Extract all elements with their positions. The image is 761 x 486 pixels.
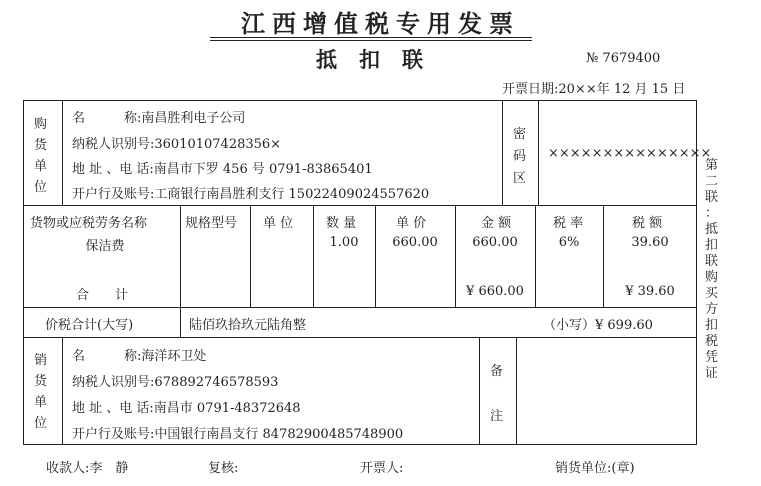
buyer-label-divider (62, 100, 63, 205)
buyer-bank: 工商银行南昌胜利支行 15022409024557620 (154, 187, 430, 202)
seller-address-row (72, 397, 301, 416)
seller-bank-row (72, 423, 403, 442)
header-item-name: 货物或应税劳务名称 (30, 216, 148, 231)
seller-seal: 销货单位:(章) (555, 461, 635, 476)
seller-name-row (72, 345, 206, 364)
col-divider (313, 205, 314, 307)
col-divider (180, 205, 181, 307)
item-qty: 1.00 (329, 235, 359, 250)
header-unit: 单 位 (263, 216, 294, 231)
seller-name-label: 名 称: (72, 349, 142, 364)
seller-bank: 中国银行南昌支行 84782900485748900 (154, 427, 404, 442)
divider-buyer (23, 205, 697, 206)
item-tax: 39.60 (631, 235, 669, 250)
buyer-address-label: 地 址 、电 话: (72, 162, 154, 177)
seller-address-label: 地 址 、电 话: (72, 401, 154, 416)
copy-description-vertical: 第 二 联 ： 抵 扣 联 购 买 方 扣 税 凭 证 (705, 158, 719, 381)
remarks-label-divider (516, 337, 517, 445)
header-qty: 数 量 (326, 216, 357, 231)
grand-total-words: 陆佰玖拾玖元陆角整 (189, 318, 307, 333)
drawer: 开票人: (360, 461, 404, 476)
grand-total-small: （小写）¥ 699.60 (543, 318, 653, 333)
password-label-divider (538, 100, 539, 205)
divider-items (23, 307, 697, 308)
buyer-section-label: 购 货 单 位 (34, 117, 48, 195)
payee: 收款人:李 静 (46, 461, 129, 476)
header-amount: 金 额 (481, 216, 512, 231)
col-divider (250, 205, 251, 307)
reviewer: 复核: (208, 461, 239, 476)
seller-name: 海洋环卫处 (141, 349, 207, 364)
title-underline (210, 37, 532, 38)
seller-bank-label: 开户行及账号: (72, 427, 155, 442)
grand-total-label: 价税合计(大写) (45, 318, 134, 333)
item-amount: 660.00 (472, 235, 518, 250)
total-tax: ¥ 39.60 (625, 284, 675, 299)
buyer-name: 南昌胜利电子公司 (141, 111, 246, 126)
issue-date: 开票日期:20××年 12 月 15 日 (502, 82, 686, 97)
col-divider (375, 205, 376, 307)
remarks-left-border (479, 337, 480, 445)
buyer-taxid-label: 纳税人识别号: (72, 137, 155, 152)
seller-label-divider (62, 337, 63, 445)
header-rate: 税 率 (553, 216, 584, 231)
item-name: 保洁费 (85, 239, 125, 254)
buyer-bank-row (72, 183, 429, 202)
buyer-taxid: 36010107428356× (154, 137, 282, 152)
seller-taxid: 678892746578593 (154, 375, 279, 390)
password-content: ××××××××××××××× (548, 146, 712, 161)
invoice-number: № 7679400 (586, 51, 661, 66)
password-left-border (502, 100, 503, 205)
remarks-label-bottom: 注 (490, 409, 504, 424)
seller-address: 南昌市 0791-48372648 (153, 401, 301, 416)
title-underline-double (210, 40, 532, 41)
seller-section-label: 销 货 单 位 (34, 353, 48, 431)
buyer-name-row (72, 107, 245, 126)
total-amount: ¥ 660.00 (466, 284, 524, 299)
header-tax: 税 额 (632, 216, 663, 231)
invoice-subtitle: 抵扣联 (316, 47, 445, 72)
divider-total (23, 337, 697, 338)
header-price: 单 价 (396, 216, 427, 231)
buyer-taxid-row (72, 133, 281, 152)
seller-taxid-label: 纳税人识别号: (72, 375, 155, 390)
col-divider (535, 205, 536, 307)
password-area-label: 密 码 区 (513, 127, 527, 186)
item-rate: 6% (558, 235, 580, 250)
header-spec: 规格型号 (185, 216, 238, 231)
grand-total-divider (180, 307, 181, 337)
buyer-name-label: 名 称: (72, 111, 142, 126)
buyer-address: 南昌市下罗 456 号 0791-83865401 (153, 162, 373, 177)
seller-taxid-row (72, 371, 278, 390)
item-price: 660.00 (392, 235, 438, 250)
invoice-title: 江西增值税专用发票 (241, 9, 520, 38)
total-label: 合 计 (75, 288, 128, 303)
buyer-bank-label: 开户行及账号: (72, 187, 155, 202)
remarks-label-top: 备 (490, 364, 504, 379)
buyer-address-row (72, 158, 373, 177)
